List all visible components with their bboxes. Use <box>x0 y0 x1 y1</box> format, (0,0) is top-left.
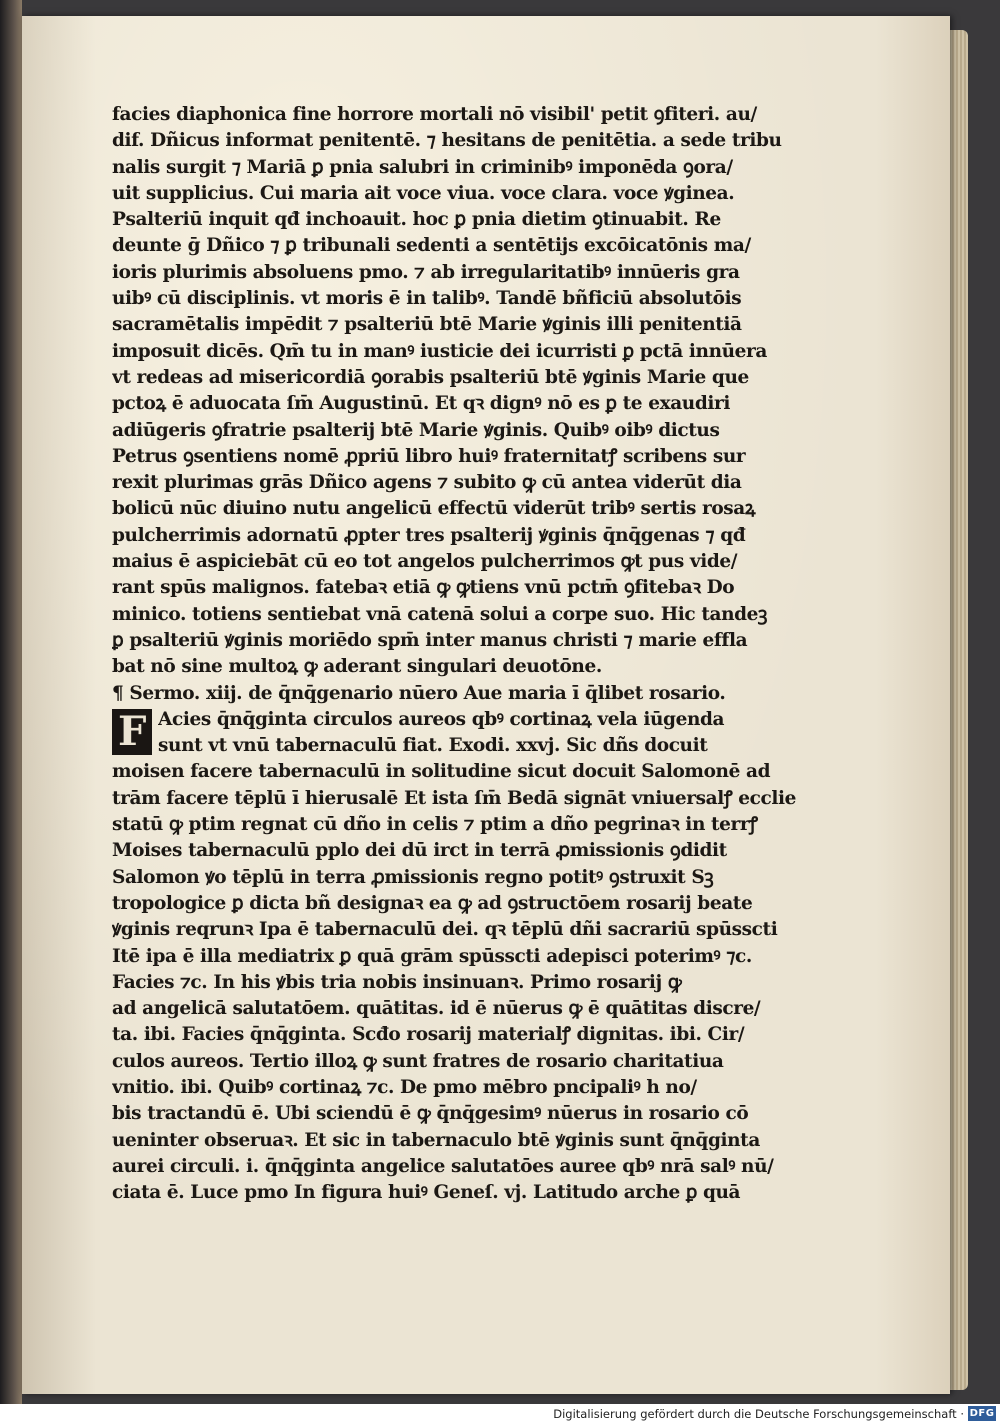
text-line: deunte ḡ Dñico ⁊ ꝑ tribunali sedenti a sentētijs excōicatōnis ma/ <box>112 235 751 257</box>
text-line: sunt vt vnū tabernaculū fiat. Exodi. xxvj. Sic dñs docuit <box>158 735 708 757</box>
paragraph-before-heading <box>112 102 802 681</box>
text-line: nalis surgit ⁊ Mariā ꝑ pnia salubri in criminibꝰ imponēda ꝯora/ <box>112 156 733 178</box>
text-line: Petrus ꝯsentiens nomē ꝓpriū libro huiꝰ fraternitatꝭ scribens sur <box>112 445 746 467</box>
text-line: aurei circuli. i. q̄nq̄ginta angelice salutatōes aureе qbꝰ nrā salꝰ nū/ <box>112 1155 774 1177</box>
text-line: uibꝰ cū disciplinis. vt moris ē in talibꝰ. Tandē bñficiū absolutōis <box>112 288 742 310</box>
text-line: Moises tabernaculū pplo dei dū irct in terrā ꝓmissionis ꝯdidit <box>112 840 727 862</box>
text-line: bat nō sine multoꝝ ꝙ aderant singulari deuotōne. <box>112 656 602 678</box>
dfg-logo[interactable]: DFG <box>969 1408 995 1419</box>
text-line: imposuit dicēs. Qm̄ tu in manꝰ iusticie dei icurristi ꝑ pctā innūera <box>112 340 767 362</box>
text-block <box>112 102 802 1206</box>
text-line: pctoꝝ ē aduocata ſm̄ Augustinū. Et qꝛ dignꝰ nō es ꝑ te exaudiri <box>112 393 730 415</box>
decorated-initial: F <box>112 709 152 755</box>
text-line: trām facere tēplū ī hierusalē Et ista ſm̄ Bedā signāt vniuersalꝭ ecclie <box>112 787 796 809</box>
text-line: Psalteriū inquit qđ inchoauit. hoc ꝑ pnia dietim ꝯtinuabit. Re <box>112 209 721 231</box>
text-line: vnitio. ibi. Quibꝰ cortinaꝝ ⁊c. De pmo mēbro pncipaliꝰ h no/ <box>112 1076 697 1098</box>
text-line: Salomon ꝟo tēplū in terra ꝓmissionis regno potitꝰ ꝯstruxit Sꝫ <box>112 866 714 888</box>
text-line: vt redeas ad misericordiā ꝯorabis psalteriū btē ꝟginis Marie que <box>112 366 749 388</box>
text-line: adiūgeris ꝯfratrie psalterij btē Marie ꝟginis. Quibꝰ oibꝰ dictus <box>112 419 720 441</box>
text-line: ꝑ psalteriū ꝟginis moriēdo spm̄ inter manus christi ⁊ marie efflа <box>112 629 748 651</box>
text-line: uit supplicius. Cui maria ait voce viua. voce clara. voce ꝟginea. <box>112 182 735 204</box>
text-line: facies diaphonica fine horrore mortali nō visibil' petit ꝯfiteri. au/ <box>112 104 757 125</box>
lines-beside-initial <box>112 707 802 760</box>
text-line: ciata ē. Luce pmo In figura huiꝰ Geneſ. vj. Latitudo arche ꝑ quā <box>112 1182 741 1204</box>
text-line: maius ē aspiciebāt cū eo tot angelos pulcherrimos ꝙt pus vide/ <box>112 551 738 573</box>
text-line: statū ꝙ ptim regnat cū dño in celis ⁊ ptim a dño pegrinaꝛ in terrꝭ <box>112 814 758 836</box>
text-line: dif. Dñicus informat penitentē. ⁊ hesitans de penitētia. a sede tribu <box>112 130 782 152</box>
text-line: bis tractandū ē. Ubi sciendū ē ꝙ q̄nq̄gesimꝰ nūerus in rosario cō <box>112 1103 749 1125</box>
text-line: pulcherrimis adornatū ꝓpter tres psalterij ꝟginis q̄nq̄genas ⁊ qđ <box>112 524 746 546</box>
text-line: bolicū nūc diuino nutu angelicū effectū viderūt tribꝰ sertis rosaꝝ <box>112 498 756 520</box>
text-line: Facies ⁊c. In his ꝟbis tria nobis insinuanꝛ. Primo rosarij ꝙ <box>112 971 682 993</box>
text-line: ioris plurimis absoluens pmo. ⁊ ab irregularitatibꝰ innūeris gra <box>112 261 740 283</box>
text-line: Acies q̄nq̄ginta circulos aureos qbꝰ cortinaꝝ vela iūgenda <box>158 708 725 730</box>
footer-credit: Digitalisierung gefördert durch die Deutsche Forschungsgemeinschaft · <box>553 1407 964 1421</box>
left-page-edge <box>0 0 22 1404</box>
text-line: ꝟginis reqrunꝛ Ipa ē tabernaculū dei. qꝛ tēplū dñi sacrariū spūsscti <box>112 919 778 941</box>
footer-bar <box>0 1404 1000 1424</box>
text-line: rexit plurimas grās Dñico agens ⁊ subito ꝙ cū antea viderūt dia <box>112 472 742 494</box>
book-page <box>22 16 950 1394</box>
text-line: Itē ipa ē illa mediatrix ꝑ quā grām spūsscti adepisci poterimꝰ ⁊c. <box>112 945 752 967</box>
paragraph-after-initial <box>112 759 802 1206</box>
initial-paragraph <box>112 707 802 760</box>
text-line: ueninter obseruaꝛ. Et sic in tabernaculo btē ꝟginis sunt q̄nq̄ginta <box>112 1129 760 1151</box>
text-line: ta. ibi. Facies q̄nq̄ginta. Scđo rosarij materialꝭ dignitas. ibi. Cir/ <box>112 1024 745 1046</box>
section-heading: ¶ Sermo. xiij. de q̄nq̄genario nūero Aue maria ī q̄libet rosario. <box>112 682 726 704</box>
text-line: ad angelicā salutatōem. quātitas. id ē nūerus ꝙ ē quātitas discre/ <box>112 998 761 1020</box>
text-line: sacramētalis impēdit ⁊ psalteriū btē Marie ꝟginis illi penitentiā <box>112 314 742 336</box>
text-line: rant spūs malignos. fatebaꝛ etiā ꝙ ꝙtiens vnū pctm̄ ꝯfitebaꝛ Do <box>112 577 735 599</box>
text-line: minico. totiens sentiebat vnā catenā solui a corpe suo. Hic tandeꝫ <box>112 603 768 625</box>
text-line: moisen facere tabernaculū in solitudine sicut docuit Salomonē ad <box>112 761 771 783</box>
text-line: culos aureos. Tertio illoꝝ ꝙ sunt fratres de rosario charitatiua <box>112 1050 724 1072</box>
text-line: tropologice ꝑ dicta bñ designaꝛ ea ꝙ ad ꝯstructōem rosarij beate <box>112 892 753 914</box>
